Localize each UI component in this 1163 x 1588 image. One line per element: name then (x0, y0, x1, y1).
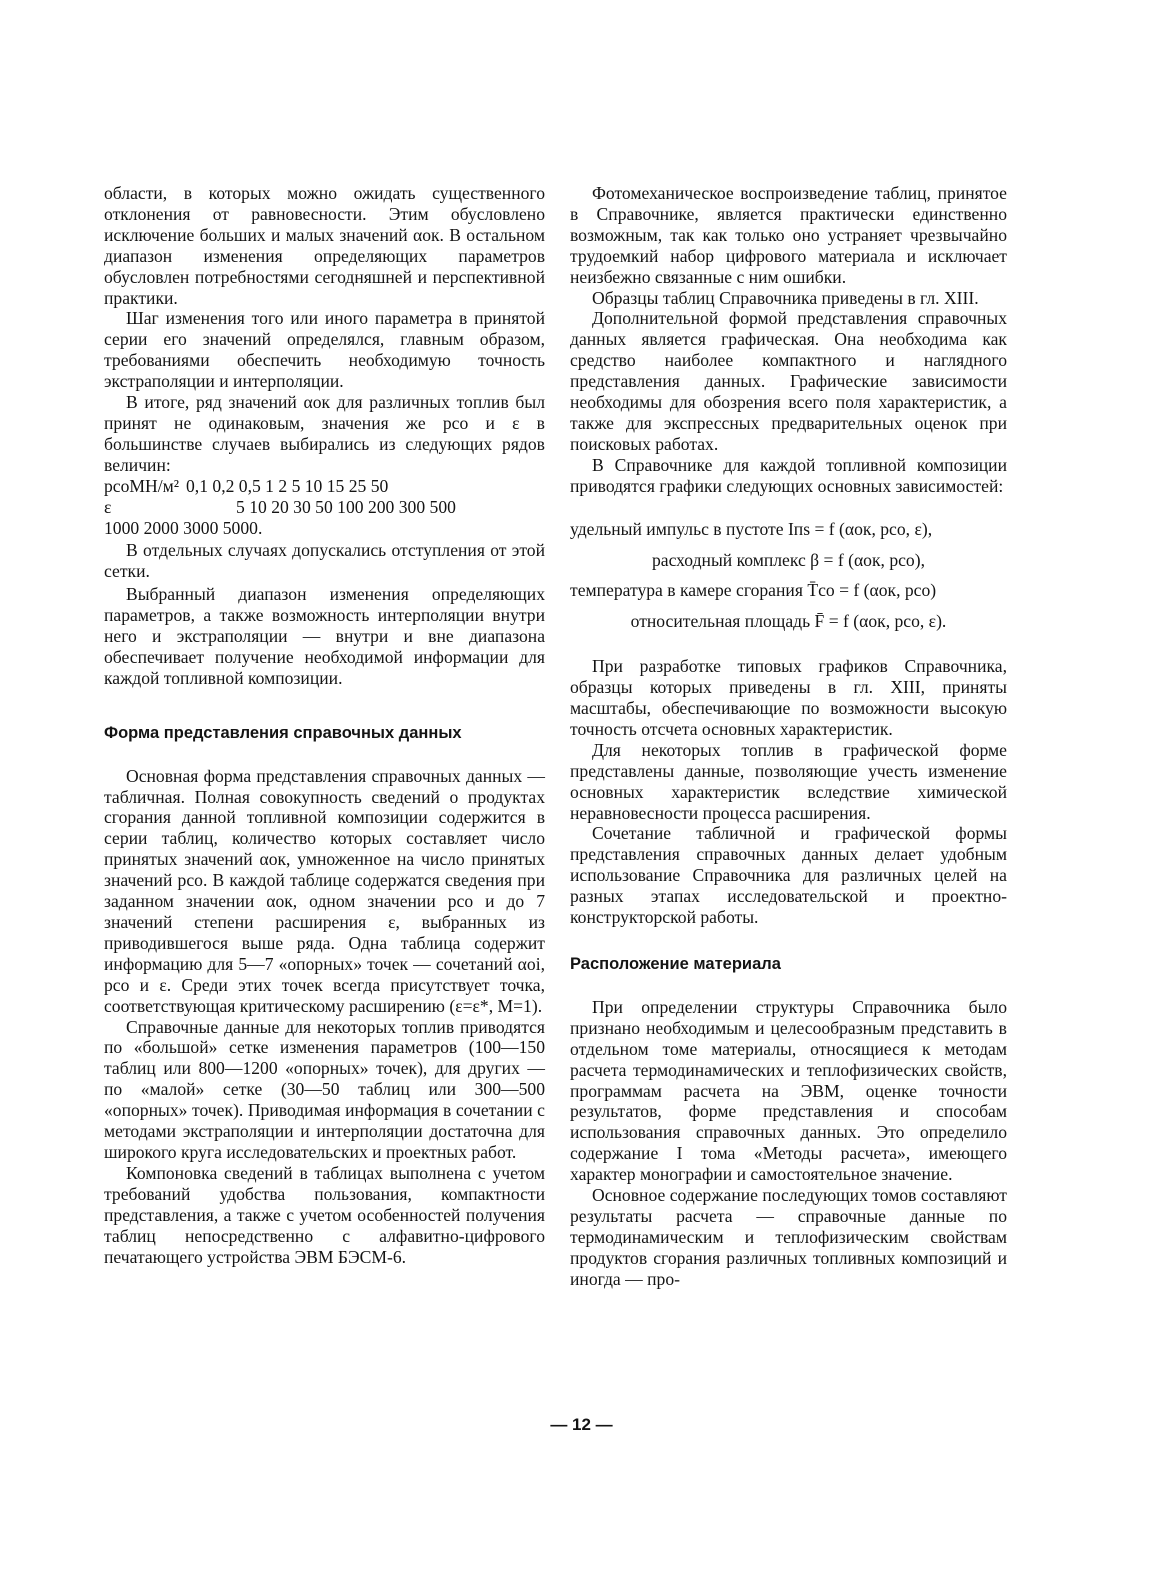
paragraph: области, в которых можно ожидать существенного отклонения от равновесности. Этим обусловлено исключение больших и малых значений αок. В остальном диапазон изменения определяющих параметров обусловлен потребностями сегодняшней и перспективной практики. (104, 183, 545, 308)
pressure-label: pсоМН/м² (104, 475, 180, 496)
paragraph: В отдельных случаях допускались отступления от этой сетки. (104, 540, 545, 582)
expansion-series-continuation: 1000 2000 3000 5000. (104, 517, 263, 538)
section-heading: Расположение материала (570, 955, 781, 973)
formula-specific-impulse: удельный импульс в пустоте Iпs = f (αок, pсо, ε), (570, 518, 933, 539)
pressure-series-row (104, 476, 545, 497)
paragraph: Для некоторых топлив в графической форме представлены данные, позволяющие учесть изменение основных характеристик вследствие химической неравновесности процесса расширения. (570, 739, 1007, 823)
paragraph: Компоновка сведений в таблицах выполнена с учетом требований удобства пользования, компактности представления, а также с учетом особенностей получения таблиц непосредственно с алфавитно-цифрового печатающего устройства ЭВМ БЭСМ-6. (104, 1162, 545, 1267)
paragraph: При определении структуры Справочника было признано необходимым и целесообразным представить в отдельном томе материалы, относящиеся к методам расчета термодинамических и теплофизических свойств, программам расчета на ЭВМ, оценке точности результатов, форме представления и способам использования справочных данных. Это определило содержание I тома «Методы расчета», имеющего характер монографии и самостоятельное значение. (570, 996, 1007, 1185)
formula-relative-area: относительная площадь F̄ = f (αок, pсо, ε). (630, 611, 947, 632)
paragraph: Основная форма представления справочных данных — табличная. Полная совокупность сведений о продуктах сгорания данной топливной композиции содержится в серии таблиц, количество которых составляет число принятых значений αок, умноженное на число принятых значений pсо. В каждой таблице содержатся сведения при заданном значении αок, одном значении pсо и до 7 значений степени расширения ε, выбранных из приводившегося выше ряда. Одна таблица содержит информацию для 5—7 «опорных» точек — сочетаний αоi, pсо и ε. Среди этих точек всегда присутствует точка, соответствующая критическому расширению (ε=ε*, M=1). (104, 765, 545, 1016)
paragraph: При разработке типовых графиков Справочника, образцы которых приведены в гл. XIII, приняты масштабы, обеспечивающие по возможности высокую точность отсчета основных характеристик. (570, 656, 1007, 739)
right-column (570, 183, 1007, 1290)
page-number: — 12 — (550, 1415, 613, 1434)
paragraph: Сочетание табличной и графической формы представления справочных данных делает удобным использование Справочника для различных целей на разных этапах исследовательской и проектно-конструкторской работы. (570, 823, 1007, 928)
pressure-values: 0,1 0,2 0,5 1 2 5 10 15 25 50 (186, 475, 389, 496)
formula-chamber-temperature: температура в камере сгорания T̄со = f (αок, pсо) (570, 580, 937, 601)
formula-flow-complex: расходный комплекс β = f (αок, pсо), (652, 549, 925, 570)
paragraph: Дополнительной формой представления справочных данных является графическая. Она необходима как средство наиболее компактного и наглядного представления данных. Графические зависимости необходимы для обозрения всего поля характеристик, а также для экспрессных предварительных оценок при поисковых работах. (570, 308, 1007, 454)
formula-block (570, 519, 1007, 633)
left-column (104, 183, 545, 1267)
paragraph: Образцы таблиц Справочника приведены в гл. XIII. (592, 287, 979, 308)
expansion-values: 5 10 20 30 50 100 200 300 500 (236, 496, 456, 517)
paragraph: Выбранный диапазон изменения определяющих параметров, а также возможность интерполяции внутри него и экстраполяции — внутри и вне диапазона обеспечивает получение необходимой информации для каждой топливной композиции. (104, 584, 545, 688)
paragraph: Фотомеханическое воспроизведение таблиц, принятое в Справочнике, является практически единственно возможным, так как только оно устраняет чрезвычайно трудоемкий набор цифрового материала и исключает неизбежно связанные с ним ошибки. (570, 183, 1007, 287)
paragraph: Справочные данные для некоторых топлив приводятся по «большой» сетке изменения параметров (100—150 таблиц или 800—1200 «опорных» точек), для других — по «малой» сетке (30—50 таблиц или 300—500 «опорных» точек). Приводимая информация в сочетании с методами экстраполяции и интерполяции достаточна для широкого круга исследовательских и проектных работ. (104, 1016, 545, 1162)
paragraph: В итоге, ряд значений αок для различных топлив был принят не одинаковым, значения же pсо и ε в большинстве случаев выбирались из следующих рядов величин: (104, 392, 545, 475)
paragraph: Шаг изменения того или иного параметра в принятой серии его значений определялся, главным образом, требованиями обеспечить необходимую точность экстраполяции и интерполяции. (104, 308, 545, 392)
expansion-label: ε (104, 496, 112, 517)
expansion-series-row (104, 497, 545, 518)
paragraph: В Справочнике для каждой топливной композиции приводятся графики следующих основных зависимостей: (570, 454, 1007, 496)
section-heading: Форма представления справочных данных (104, 723, 462, 742)
paragraph: Основное содержание последующих томов составляют результаты расчета — справочные данные по термодинамическим и теплофизическим свойствам продуктов сгорания различных топливных композиций и иногда — про- (570, 1185, 1007, 1289)
